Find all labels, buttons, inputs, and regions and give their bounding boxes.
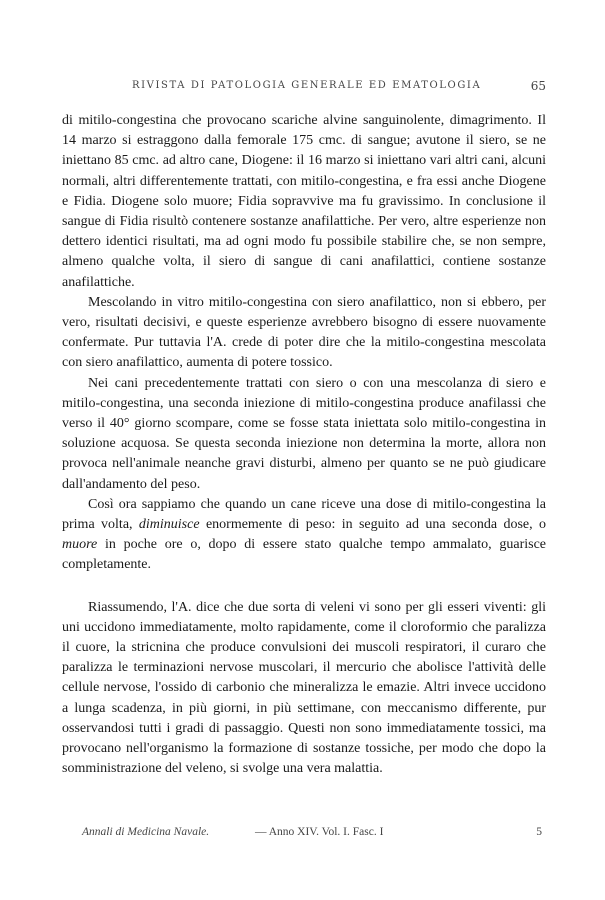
journal-name: Annali di Medicina Navale. [82, 826, 210, 838]
paragraph [62, 374, 546, 495]
text-segment: in poche ore o, dopo di essere stato qualche tempo ammalato, guarisce completamente. [62, 537, 546, 573]
page-footer [62, 826, 546, 842]
emphasis-text: diminuisce [138, 517, 200, 533]
issue-info: — Anno XIV. Vol. I. Fasc. I [255, 826, 384, 838]
text-segment: enormemente di peso: in seguito ad una seconda dose, o [199, 517, 546, 533]
paragraph-summary [62, 598, 546, 780]
body-text [62, 111, 546, 780]
section-gap [62, 576, 546, 598]
emphasis-text: muore [62, 537, 98, 553]
text-segment: di mitilo-congestina che provocano scariche alvine sanguinolente, dimagrimento. Il 14 marzo si estraggono dalla femorale 175 cmc. di sangue; avutone il siero, se ne iniettano 85 cmc. ad altro cane, Diogene: il 16 marzo si iniettano vari altri cani, alcuni normali, altri differentemente trattati, con mitilo-congestina, e fra essi anche Diogene e Fidia. Diogene solo muore; Fidia sopravvive ma fu gravissimo. In conclusione il sangue di Fidia risultò contenere sostanze anafilattiche. Per vero, altre esperienze non dettero identici risultati, ma ad ogni modo fu possibile stabilire che, se non sempre, almeno qualche volta, il siero di sangue di cani anafilattici, contiene sostanze anafilattiche. [62, 113, 546, 290]
paragraph-continuation [62, 111, 546, 293]
paragraph [62, 293, 546, 374]
text-segment: Riassumendo, l'A. dice che due sorta di veleni vi sono per gli esseri viventi: gli uni uccidono immediatamente, molto rapidamente, come il cloroformio che paralizza il cuore, la stricnina che produce convulsioni dei muscoli respiratori, il curaro che paralizza le terminazioni nervose muscolari, il mercurio che abolisce l'attività delle cellule nervose, l'ossido di carbonio che mineralizza le emazie. Altri invece uccidono a lunga scadenza, in più giorni, in più settimane, con meccanismo differente, pur osservandosi tutti i gradi di passaggio. Questi non sono immediatamente tossici, ma provocano nell'organismo la formazione di sostanze tossiche, per modo che dopo la somministrazione del veleno, si svolge una vera malattia. [62, 599, 546, 777]
signature-mark: 5 [536, 826, 542, 838]
paragraph [62, 495, 546, 576]
page-number: 65 [530, 79, 546, 93]
page-header [62, 80, 546, 96]
text-segment: Così ora sappiamo che quando un cane riceve una dose di mitilo-congestina la prima volta, [62, 496, 546, 533]
running-title: RIVISTA DI PATOLOGIA GENERALE ED EMATOLOGIA [132, 80, 482, 91]
text-segment: Mescolando in vitro mitilo-congestina con siero anafilattico, non si ebbero, per vero, risultati decisivi, e queste esperienze avrebbero bisogno di essere nuovamente confermate. Pur tuttavia l'A. crede di poter dire che la mitilo-congestina mescolata con siero anafilattico, aumenta di potere tossico. [62, 294, 546, 371]
text-segment: Nei cani precedentemente trattati con siero o con una mescolanza di siero e mitilo-congestina, una seconda iniezione di mitilo-congestina produce anafilassi che verso il 40° giorno scompare, come se fosse stata iniettata solo mitilo-congestina in soluzione acquosa. Se questa seconda iniezione non determina la morte, allora non provoca nell'animale neanche gravi disturbi, almeno per quanto se ne può giudicare dall'andamento del peso. [62, 375, 546, 492]
